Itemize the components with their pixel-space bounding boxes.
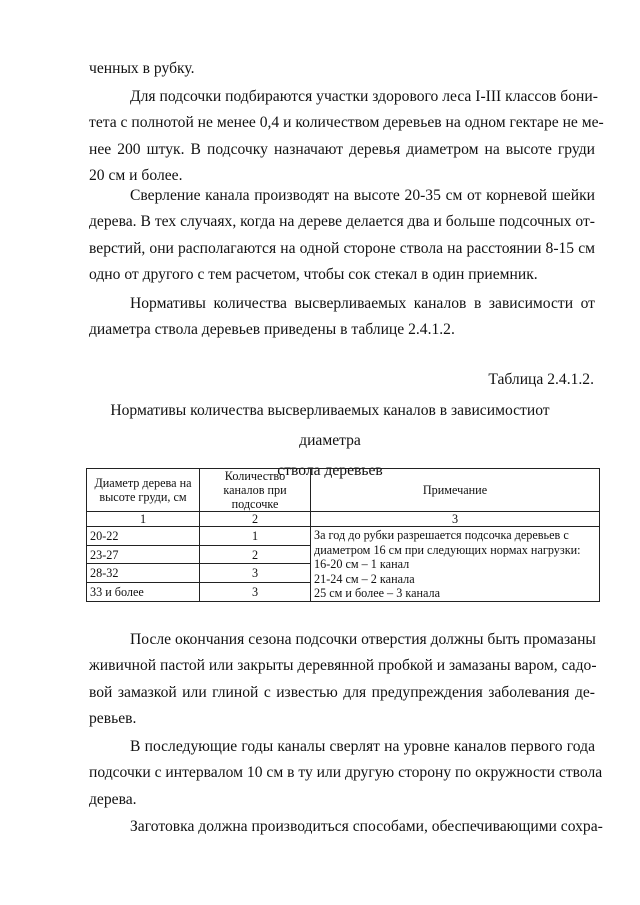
header-channels: Количество каналов при подсочке xyxy=(200,469,311,512)
diameter-cell: 20-22 xyxy=(87,527,200,546)
paragraph-site-selection xyxy=(89,84,604,190)
table-title-line: ствола деревьев xyxy=(277,462,383,479)
text-line: ченных в рубку. xyxy=(89,60,195,77)
text-line: Сверление канала производят на высоте 20-35 см от корневой шейки xyxy=(130,187,595,204)
text-line: диаметра ствола деревьев приведены в таблице 2.4.1.2. xyxy=(89,321,455,339)
note-line: диаметром 16 см при следующих нормах нагрузки: xyxy=(314,542,581,557)
note-line: 25 см и более – 3 канала xyxy=(314,586,441,601)
text-line: верстий, они располагаются на одной стороне ствола на расстоянии 8-15 см xyxy=(89,239,595,257)
channels-cell: 3 xyxy=(200,583,311,602)
text-line: нее 200 штук. В подсочку назначают деревья диаметром на высоте груди xyxy=(89,140,595,158)
header-diameter: Диаметр дерева на высоте груди, см xyxy=(87,469,200,512)
text-line: тета с полнотой не менее 0,4 и количеством деревьев на одном гектаре не ме- xyxy=(89,114,604,132)
text-line: Нормативы количества высверливаемых каналов в зависимости от xyxy=(130,295,595,312)
table-title-line: Нормативы количества высверливаемых каналов в зависимостиот диаметра xyxy=(110,402,550,449)
note-line: 21-24 см – 2 канала xyxy=(314,571,415,586)
norms-table xyxy=(86,468,600,602)
text-line: живичной пастой или закрыты деревянной пробкой и замазаны варом, садо- xyxy=(89,657,597,675)
text-line: ревьев. xyxy=(89,710,137,728)
text-line: В последующие годы каналы сверлят на уровне каналов первого года xyxy=(130,738,595,755)
paragraph-following-years xyxy=(89,734,603,813)
note-line: За год до рубки разрешается подсочка деревьев с xyxy=(314,528,569,542)
paragraph-drilling xyxy=(89,183,595,289)
table-row xyxy=(87,527,600,546)
paragraph-continuation xyxy=(89,56,595,82)
paragraph-sealing xyxy=(89,627,595,733)
channels-cell: 2 xyxy=(200,545,311,564)
text-line: подсочки с интервалом 10 см в ту или другую сторону по окружности ствола xyxy=(89,764,603,782)
column-number: 2 xyxy=(200,512,311,527)
column-number: 3 xyxy=(311,512,600,527)
text-line: Для подсочки подбираются участки здорового леса I-III классов бони- xyxy=(130,88,598,105)
paragraph-table-reference xyxy=(89,291,595,344)
channels-cell: 3 xyxy=(200,564,311,583)
text-line: вой замазкой или глиной с известью для предупреждения заболевания де- xyxy=(89,683,595,701)
text-line: дерева. В тех случаях, когда на дереве делается два и больше подсочных от- xyxy=(89,213,595,231)
text-line: Заготовка должна производиться способами, обеспечивающими сохра- xyxy=(130,818,603,835)
diameter-cell: 23-27 xyxy=(87,545,200,564)
text-line: дерева. xyxy=(89,790,137,808)
text-line: одно от другого с тем расчетом, чтобы сок стекал в один приемник. xyxy=(89,266,538,284)
diameter-cell: 28-32 xyxy=(87,564,200,583)
channels-cell: 1 xyxy=(200,527,311,546)
note-cell xyxy=(311,527,600,602)
table-caption: Таблица 2.4.1.2. xyxy=(488,371,594,388)
text-line: 20 см и более. xyxy=(89,167,183,185)
diameter-cell: 33 и более xyxy=(87,583,200,602)
table-header-row xyxy=(87,469,600,512)
text-line: После окончания сезона подсочки отверстия должны быть промазаны xyxy=(130,631,596,648)
paragraph-harvesting xyxy=(89,814,603,840)
header-note: Примечание xyxy=(311,469,600,512)
note-line: 16-20 см – 1 канал xyxy=(314,557,410,572)
column-number: 1 xyxy=(87,512,200,527)
column-number-row xyxy=(87,512,600,527)
